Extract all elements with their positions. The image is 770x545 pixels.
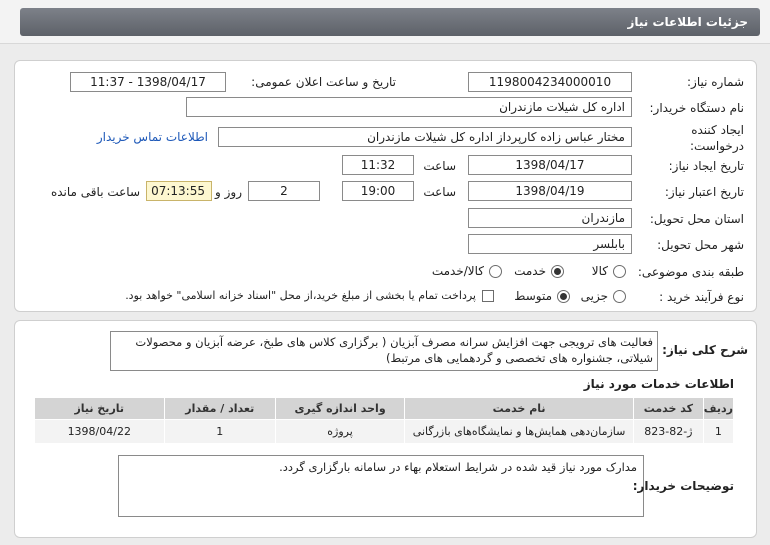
- created-date-label: تاریخ ایجاد نیاز:: [668, 159, 744, 173]
- col-need-date: تاریخ نیاز: [35, 398, 165, 420]
- city-label: شهر محل تحویل:: [657, 238, 744, 252]
- creator-field[interactable]: مختار عباس زاده کارپرداز اداره کل شیلات مازندران: [218, 127, 632, 147]
- buyer-notes-label: توضیحات خریدار:: [632, 479, 734, 493]
- created-time-label: ساعت: [423, 159, 456, 173]
- services-header-row: [35, 398, 734, 420]
- category-radio-service[interactable]: [551, 265, 564, 278]
- description-box: [110, 331, 658, 371]
- remaining-time-label: ساعت باقی مانده: [50, 185, 140, 199]
- buyer-contact-link[interactable]: اطلاعات تماس خریدار: [96, 130, 208, 144]
- category-radio-goods-service[interactable]: [489, 265, 502, 278]
- description-line-2: شیلاتی، جشنواره های تخصصی و گردهمایی های مرتبط): [386, 351, 653, 365]
- services-table: [34, 397, 734, 444]
- cell-need-date: 1398/04/22: [35, 420, 165, 444]
- table-row[interactable]: [35, 420, 734, 444]
- process-label: نوع فرآیند خرید :: [659, 290, 744, 304]
- col-quantity: تعداد / مقدار: [164, 398, 275, 420]
- title-bar: [0, 0, 770, 44]
- created-date-field[interactable]: 1398/04/17: [468, 155, 632, 175]
- buyer-name-label: نام دستگاه خریدار:: [649, 101, 744, 115]
- city-field[interactable]: بابلسر: [468, 234, 632, 254]
- created-time-field[interactable]: 11:32: [342, 155, 414, 175]
- buyer-name-field[interactable]: اداره کل شیلات مازندران: [186, 97, 632, 117]
- province-label: استان محل تحویل:: [649, 212, 744, 226]
- window-title: جزئیات اطلاعات نیاز: [20, 8, 760, 36]
- category-option-goods-service: کالا/خدمت: [431, 264, 484, 278]
- valid-date-label: تاریخ اعتبار نیاز:: [664, 185, 744, 199]
- cell-unit: پروژه: [275, 420, 404, 444]
- col-service-name: نام خدمت: [405, 398, 634, 420]
- description-panel: [14, 320, 757, 538]
- process-option-medium: متوسط: [514, 289, 552, 303]
- process-radio-medium[interactable]: [557, 290, 570, 303]
- announce-datetime-field[interactable]: 1398/04/17 - 11:37: [70, 72, 226, 92]
- col-row-number: ردیف: [703, 398, 733, 420]
- need-info-panel: [14, 60, 757, 312]
- valid-time-field[interactable]: 19:00: [342, 181, 414, 201]
- col-unit: واحد اندازه گیری: [275, 398, 404, 420]
- category-radio-goods[interactable]: [613, 265, 626, 278]
- description-line-1: فعالیت های ترویجی جهت افزایش سرانه مصرف آبزیان ( برگزاری کلاس های طبخ، عرضه آبزیان و محصولات: [135, 335, 653, 349]
- process-option-minor: جزیی: [580, 289, 608, 303]
- cell-service-code: ژ-82-823: [633, 420, 703, 444]
- cell-service-name: سازمان‌دهی همایش‌ها و نمایشگاه‌های بازرگانی: [405, 420, 634, 444]
- category-label: طبقه بندی موضوعی:: [637, 265, 744, 279]
- category-option-service: خدمت: [514, 264, 546, 278]
- need-number-field[interactable]: 1198004234000010: [468, 72, 632, 92]
- days-label: روز و: [215, 185, 242, 199]
- remaining-time-field: 07:13:55: [146, 181, 212, 201]
- valid-time-label: ساعت: [423, 185, 456, 199]
- category-option-goods: کالا: [591, 264, 608, 278]
- description-label: شرح کلی نیاز:: [662, 343, 748, 357]
- col-service-code: کد خدمت: [633, 398, 703, 420]
- cell-row-number: 1: [703, 420, 733, 444]
- treasury-payment-checkbox[interactable]: [482, 290, 494, 302]
- services-section-title: اطلاعات خدمات مورد نیاز: [583, 377, 734, 391]
- announce-datetime-label: تاریخ و ساعت اعلان عمومی:: [251, 75, 396, 89]
- remaining-days-field[interactable]: 2: [248, 181, 320, 201]
- province-field[interactable]: مازندران: [468, 208, 632, 228]
- treasury-payment-text: پرداخت تمام یا بخشی از مبلغ خرید،از محل "اسناد خزانه اسلامی" خواهد بود.: [125, 289, 476, 302]
- creator-label: ایجاد کننده درخواست:: [690, 123, 744, 153]
- buyer-notes-box: [118, 455, 644, 517]
- buyer-notes-text: مدارک مورد نیاز قید شده در شرایط استعلام بهاء در سامانه بارگزاری گردد.: [279, 460, 637, 474]
- cell-quantity: 1: [164, 420, 275, 444]
- process-radio-minor[interactable]: [613, 290, 626, 303]
- need-number-label: شماره نیاز:: [687, 75, 744, 89]
- valid-date-field[interactable]: 1398/04/19: [468, 181, 632, 201]
